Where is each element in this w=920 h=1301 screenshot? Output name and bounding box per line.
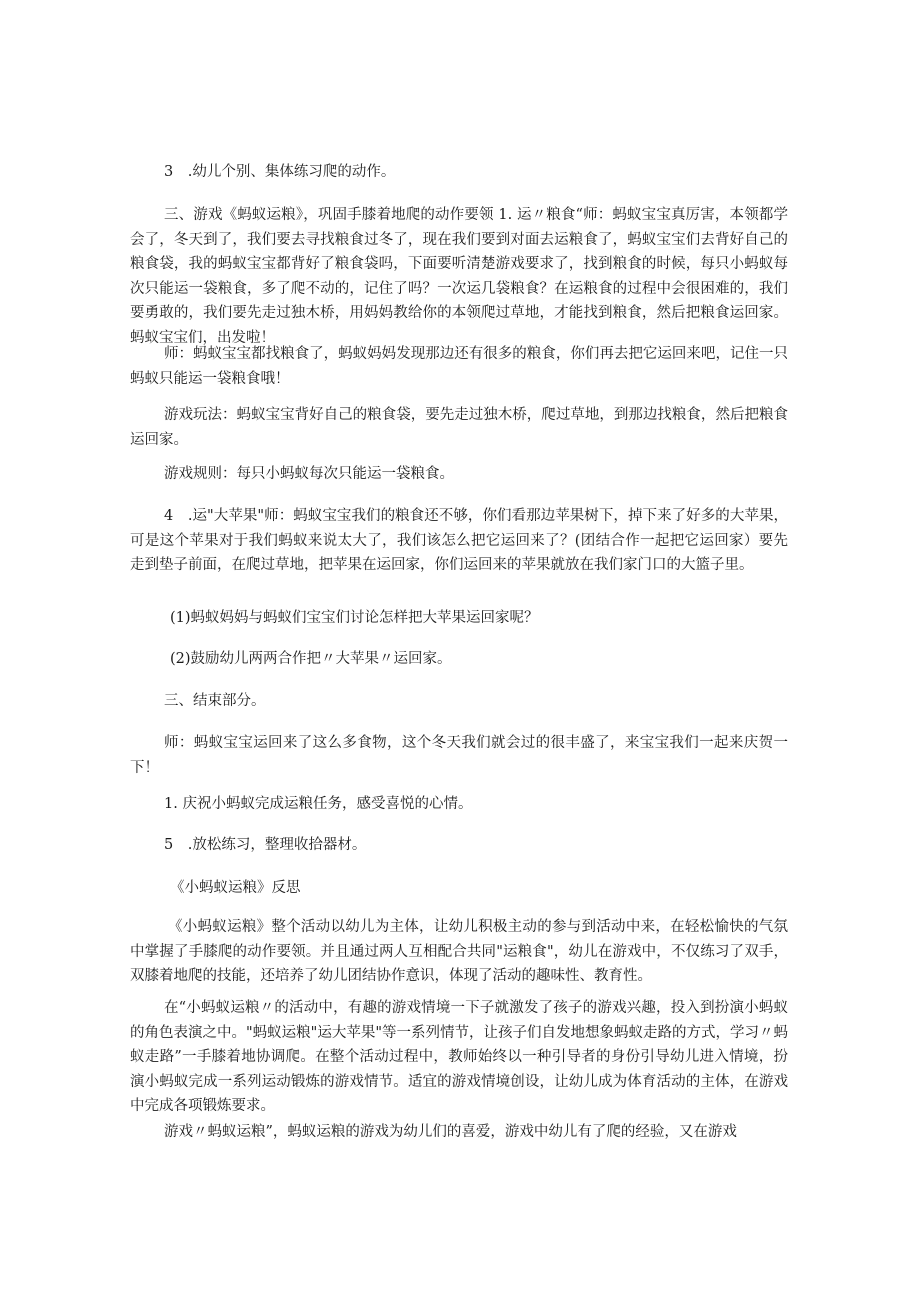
reflection-heading: 《小蚂蚁运粮》反思	[170, 880, 301, 896]
paragraph-step-4: 4 .运"大苹果"师：蚂蚁宝宝我们的粮食还不够，你们看那边苹果树下，掉下来了好多的大苹果，可是这个苹果对于我们蚂蚁来说太大了，我们该怎么把它运回来了？(团结合作一起把它运回家）要先走到垫子前面，在爬过草地，把苹果在运回家，你们运回来的苹果就放在我们家门口的大篮子里。	[130, 508, 788, 573]
paragraph-step-3: 3 .幼儿个别、集体练习爬的动作。	[164, 164, 396, 180]
paragraph-celebrate: 1. 庆祝小蚂蚁完成运粮任务，感受喜悦的心情。	[164, 796, 473, 812]
paragraph-sub-2: (2)鼓励幼儿两两合作把〃大苹果〃运回家。	[170, 651, 452, 667]
paragraph-sub-1: (1)蚂蚁妈妈与蚂蚁们宝宝们讨论怎样把大苹果运回家呢？	[170, 610, 539, 626]
paragraph-teacher-celebrate: 师：蚂蚁宝宝运回来了这么多食物，这个冬天我们就会过的很丰盛了，来宝宝我们一起来庆贺一下！	[130, 735, 788, 776]
paragraph-reflection-3: 游戏〃蚂蚁运粮”，蚂蚁运粮的游戏为幼儿们的喜爱，游戏中幼儿有了爬的经验，又在游戏	[164, 1124, 737, 1140]
paragraph-step-5: 5 .放松练习，整理收拾器材。	[164, 837, 367, 853]
paragraph-game-rule: 游戏规则：每只小蚂蚁每次只能运一袋粮食。	[164, 466, 454, 482]
paragraph-ending-heading: 三、结束部分。	[164, 693, 266, 709]
paragraph-game-play: 游戏玩法：蚂蚁宝宝背好自己的粮食袋，要先走过独木桥，爬过草地，到那边找粮食，然后把粮食运回家。	[130, 407, 788, 448]
paragraph-game-intro: 三、游戏《蚂蚁运粮》，巩固手膝着地爬的动作要领 1. 运〃粮食“师：蚂蚁宝宝真厉害，本领都学会了，冬天到了，我们要去寻找粮食过冬了，现在我们要到对面去运粮食了，蚂蚁宝宝们去背好自己的粮食袋，我的蚂蚁宝宝都背好了粮食袋吗，下面要听清楚游戏要求了，找到粮食的时候，每只小蚂蚁每次只能运一袋粮食，多了爬不动的，记住了吗？一次运几袋粮食？在运粮食的过程中会很困难的，我们要勇敢的，我们要先走过独木桥，用妈妈教给你的本领爬过草地，才能找到粮食，然后把粮食运回家。蚂蚁宝宝们，出发啦！	[130, 207, 788, 346]
paragraph-teacher-more-food: 师：蚂蚁宝宝都找粮食了，蚂蚁妈妈发现那边还有很多的粮食，你们再去把它运回来吧，记住一只蚂蚁只能运一袋粮食哦！	[130, 346, 788, 387]
paragraph-reflection-2: 在“小蚂蚁运粮〃的活动中，有趣的游戏情境一下子就激发了孩子的游戏兴趣，投入到扮演小蚂蚁的角色表演之中。"蚂蚁运粮"运大苹果"等一系列情节，让孩子们自发地想象蚂蚁走路的方式，学习〃蚂蚁走路”一手膝着地协调爬。在整个活动过程中，教师始终以一种引导者的身份引导幼儿进入情境，扮演小蚂蚁完成一系列运动锻炼的游戏情节。适宜的游戏情境创设，让幼儿成为体育活动的主体，在游戏中完成各项锻炼要求。	[130, 1000, 789, 1114]
paragraph-reflection-1: 《小蚂蚁运粮》整个活动以幼儿为主体，让幼儿积极主动的参与到活动中来，在轻松愉快的气氛中掌握了手膝爬的动作要领。并且通过两人互相配合共同"运粮食"，幼儿在游戏中，不仅练习了双手，双膝着地爬的技能，还培养了幼儿团结协作意识，体现了活动的趣味性、教育性。	[130, 919, 788, 984]
